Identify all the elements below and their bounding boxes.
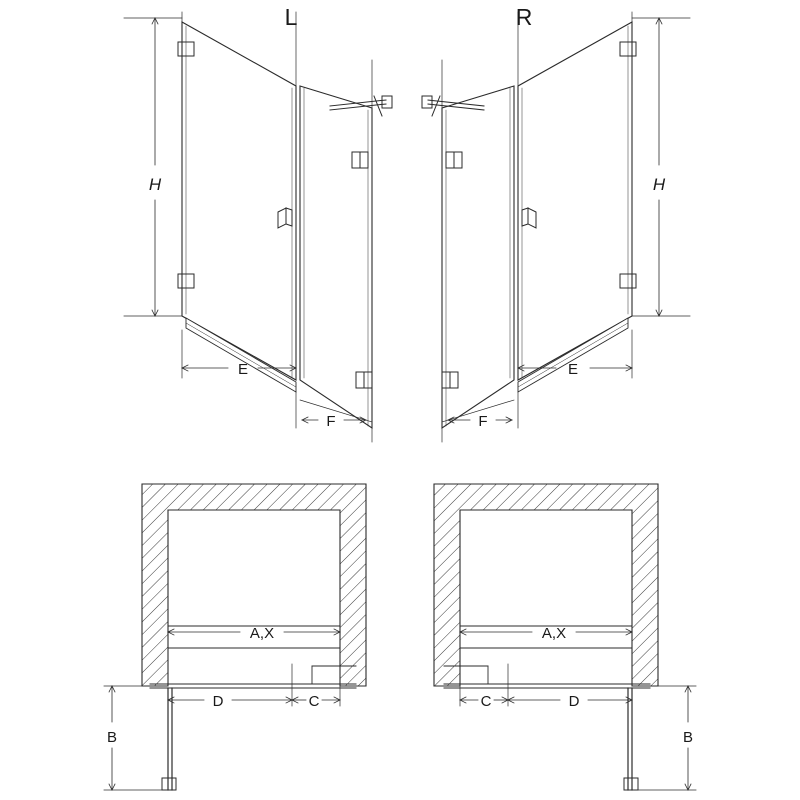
dimension-label-b-left: B [106,729,118,746]
variant-label-left: L [284,4,298,30]
dimension-label-h-left: H [148,175,162,194]
dimension-label-e-left: E [237,361,249,378]
front-view-right-hand [422,12,690,442]
dimension-label-f-left: F [326,413,336,430]
dimension-label-e-right: E [567,361,579,378]
variant-label-right: R [515,4,533,30]
dimension-label-ax-right: A,X [541,625,567,642]
dimension-label-f-right: F [478,413,488,430]
dimension-label-h-right: H [652,175,666,194]
plan-view-left-hand [104,484,366,790]
front-view-left-hand [124,12,392,442]
dimension-label-d-left: D [212,693,224,710]
dimension-label-b-right: B [682,729,694,746]
dimension-label-c-right: C [480,693,492,710]
dimension-label-d-right: D [568,693,580,710]
dimension-label-ax-left: A,X [249,625,275,642]
dimension-label-c-left: C [308,693,320,710]
